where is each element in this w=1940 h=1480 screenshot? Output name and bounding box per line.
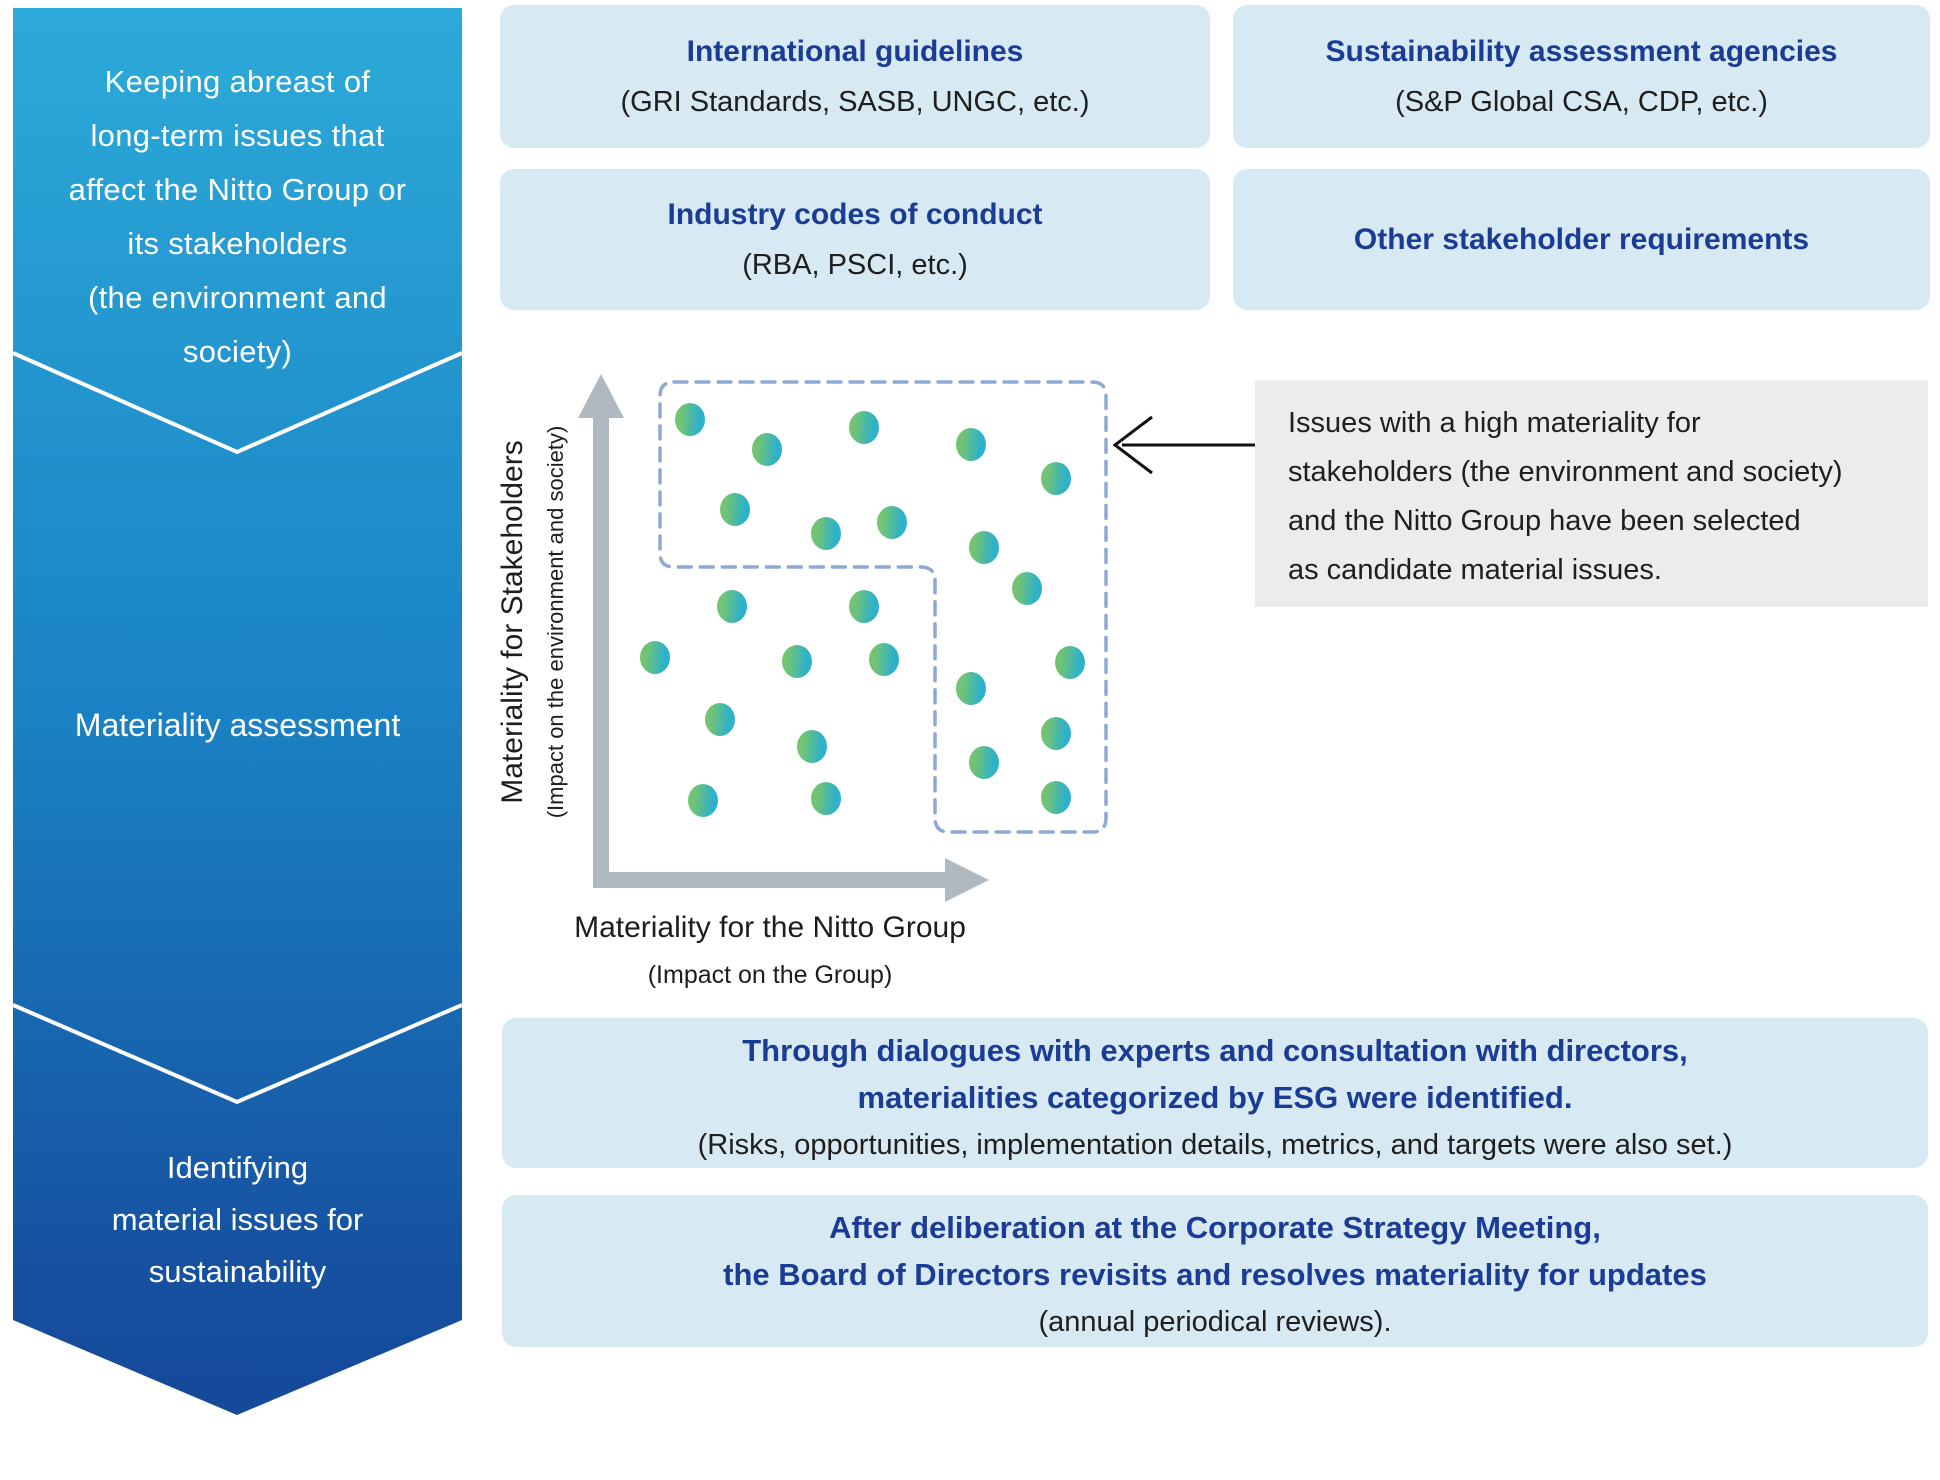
result-line: materialities categorized by ESG were identified. [857,1080,1573,1115]
result-line: the Board of Directors revisits and resolves materiality for updates [723,1257,1707,1292]
annotation-line: Issues with a high materiality for [1288,407,1701,439]
y-axis-sublabel: (Impact on the environment and society) [543,425,568,819]
box-subtitle: (GRI Standards, SASB, UNGC, etc.) [620,85,1090,118]
step2-label: Materiality assessment [74,707,401,743]
data-point [705,703,735,736]
x-axis-label: Materiality for the Nitto Group [574,911,966,944]
data-point [1041,462,1071,495]
step1-line: (the environment and [88,280,387,315]
result-line: After deliberation at the Corporate Strategy Meeting, [829,1210,1601,1245]
data-point [720,493,750,526]
step3-line: sustainability [148,1254,327,1289]
step1-line: its stakeholders [127,226,348,261]
data-point [717,590,747,623]
data-point [688,784,718,817]
input-box-other-stakeholder-requirements [1233,169,1930,310]
data-point [969,531,999,564]
annotation-line: as candidate material issues. [1288,554,1662,586]
step3-line: Identifying [166,1150,309,1185]
step1-line: long-term issues that [90,118,385,153]
data-point [1041,781,1071,814]
data-point [1055,646,1085,679]
annotation-line: stakeholders (the environment and society) [1288,456,1843,488]
x-axis-line [601,872,947,888]
box-subtitle: (RBA, PSCI, etc.) [742,248,968,281]
annotation-box [1255,380,1928,607]
annotation-line: and the Nitto Group have been selected [1288,505,1801,537]
box-title: Sustainability assessment agencies [1325,34,1838,68]
box-title: Other stakeholder requirements [1353,223,1810,256]
box-title: International guidelines [686,34,1024,68]
data-point [869,643,899,676]
input-box-assessment-agencies [1233,5,1930,148]
data-point [782,645,812,678]
data-point [956,672,986,705]
data-point [1012,572,1042,605]
step1-line: affect the Nitto Group or [68,172,407,207]
data-point [811,782,841,815]
step3-line: material issues for [111,1202,364,1237]
data-point [877,506,907,539]
box-subtitle: (S&P Global CSA, CDP, etc.) [1395,85,1768,118]
data-point [849,411,879,444]
data-point [752,433,782,466]
data-point [1041,717,1071,750]
data-point [956,428,986,461]
x-axis-arrowhead [945,858,989,902]
input-box-industry-codes [500,169,1210,310]
result-line: Through dialogues with experts and consultation with directors, [742,1033,1688,1068]
data-point [849,590,879,623]
y-axis-line [593,408,609,888]
data-point [969,746,999,779]
result-note: (Risks, opportunities, implementation details, metrics, and targets were also set.) [697,1129,1733,1161]
data-point [640,641,670,674]
step1-label [13,55,462,379]
data-point [811,517,841,550]
y-axis-label: Materiality for Stakeholders [496,440,529,804]
result-note: (annual periodical reviews). [1038,1306,1392,1338]
data-point [797,730,827,763]
result-box-board-resolution [502,1195,1928,1347]
step3-label [13,1142,462,1298]
result-box-esg-materialities [502,1018,1928,1168]
y-axis-arrowhead [578,374,624,418]
data-point [675,403,705,436]
box-title: Industry codes of conduct [667,197,1043,231]
input-box-international-guidelines [500,5,1210,148]
step1-line: Keeping abreast of [104,64,371,99]
step1-line: society) [182,334,293,369]
x-axis-sublabel: (Impact on the Group) [647,961,893,989]
